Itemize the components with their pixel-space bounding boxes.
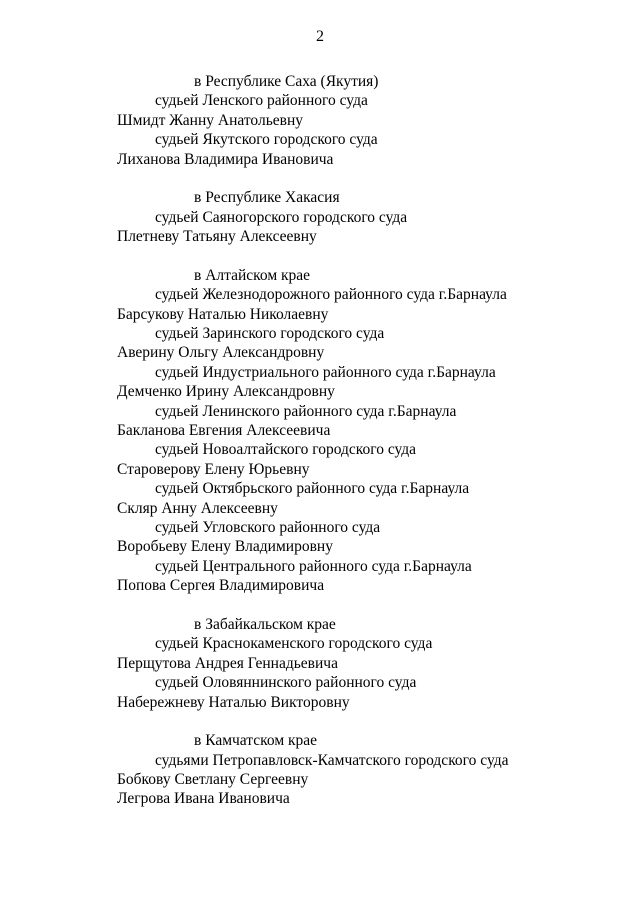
court-line: судьями Петропавловск-Камчатского городского суда [155,751,509,769]
judge-name: Демченко Ирину Александровну [117,383,335,401]
court-line: судьей Саяногорского городского суда [155,208,408,226]
court-line: судьей Ленского районного суда [155,92,368,110]
region-heading: в Алтайском крае [194,266,311,284]
court-line: судьей Центрального районного суда г.Барнаула [155,557,472,575]
court-line: судьей Заринского городского суда [155,325,385,343]
appointments-list [0,72,640,809]
court-line: судьей Октябрьского районного суда г.Барнаула [155,480,470,498]
region-heading: в Камчатском крае [194,732,318,750]
judge-name: Бобкову Светлану Сергеевну [117,771,309,789]
judge-name: Попова Сергея Владимировича [117,577,325,595]
court-line: судьей Краснокаменского городского суда [155,635,433,653]
judge-name: Воробьеву Елену Владимировну [117,538,333,556]
judge-name: Бакланова Евгения Алексеевича [117,422,331,440]
region-heading: в Забайкальском крае [194,615,336,633]
judge-name: Барсукову Наталью Николаевну [117,305,329,323]
judge-name: Скляр Анну Алексеевну [117,499,278,517]
page-number: 2 [316,28,324,45]
judge-name: Аверину Ольгу Александровну [117,344,325,362]
section-spacer [0,596,640,615]
court-line: судьей Индустриального районного суда г.Барнаула [155,363,496,381]
section-spacer [0,247,640,266]
court-line: судьей Ленинского районного суда г.Барнаула [155,402,457,420]
section-spacer [0,169,640,188]
court-line: судьей Новоалтайского городского суда [155,441,417,459]
region-heading: в Республике Хакасия [194,189,340,207]
court-line: судьей Якутского городского суда [155,131,378,149]
judge-name: Лиханова Владимира Ивановича [117,150,334,168]
judge-name: Шмидт Жанну Анатольевну [117,111,303,129]
judge-name: Набережневу Наталью Викторовну [117,693,350,711]
region-heading: в Республике Саха (Якутия) [194,73,379,90]
judge-name: Перщутова Андрея Геннадьевича [117,654,338,672]
section-spacer [0,712,640,731]
judge-name: Плетневу Татьяну Алексеевну [117,228,317,246]
court-line: судьей Оловяннинского районного суда [155,674,417,692]
court-line: судьей Железнодорожного районного суда г.Барнаула [155,286,507,304]
court-line: судьей Угловского районного суда [155,518,381,536]
judge-name: Староверову Елену Юрьевну [117,460,310,478]
judge-name: Легрова Ивана Ивановича [117,790,290,808]
